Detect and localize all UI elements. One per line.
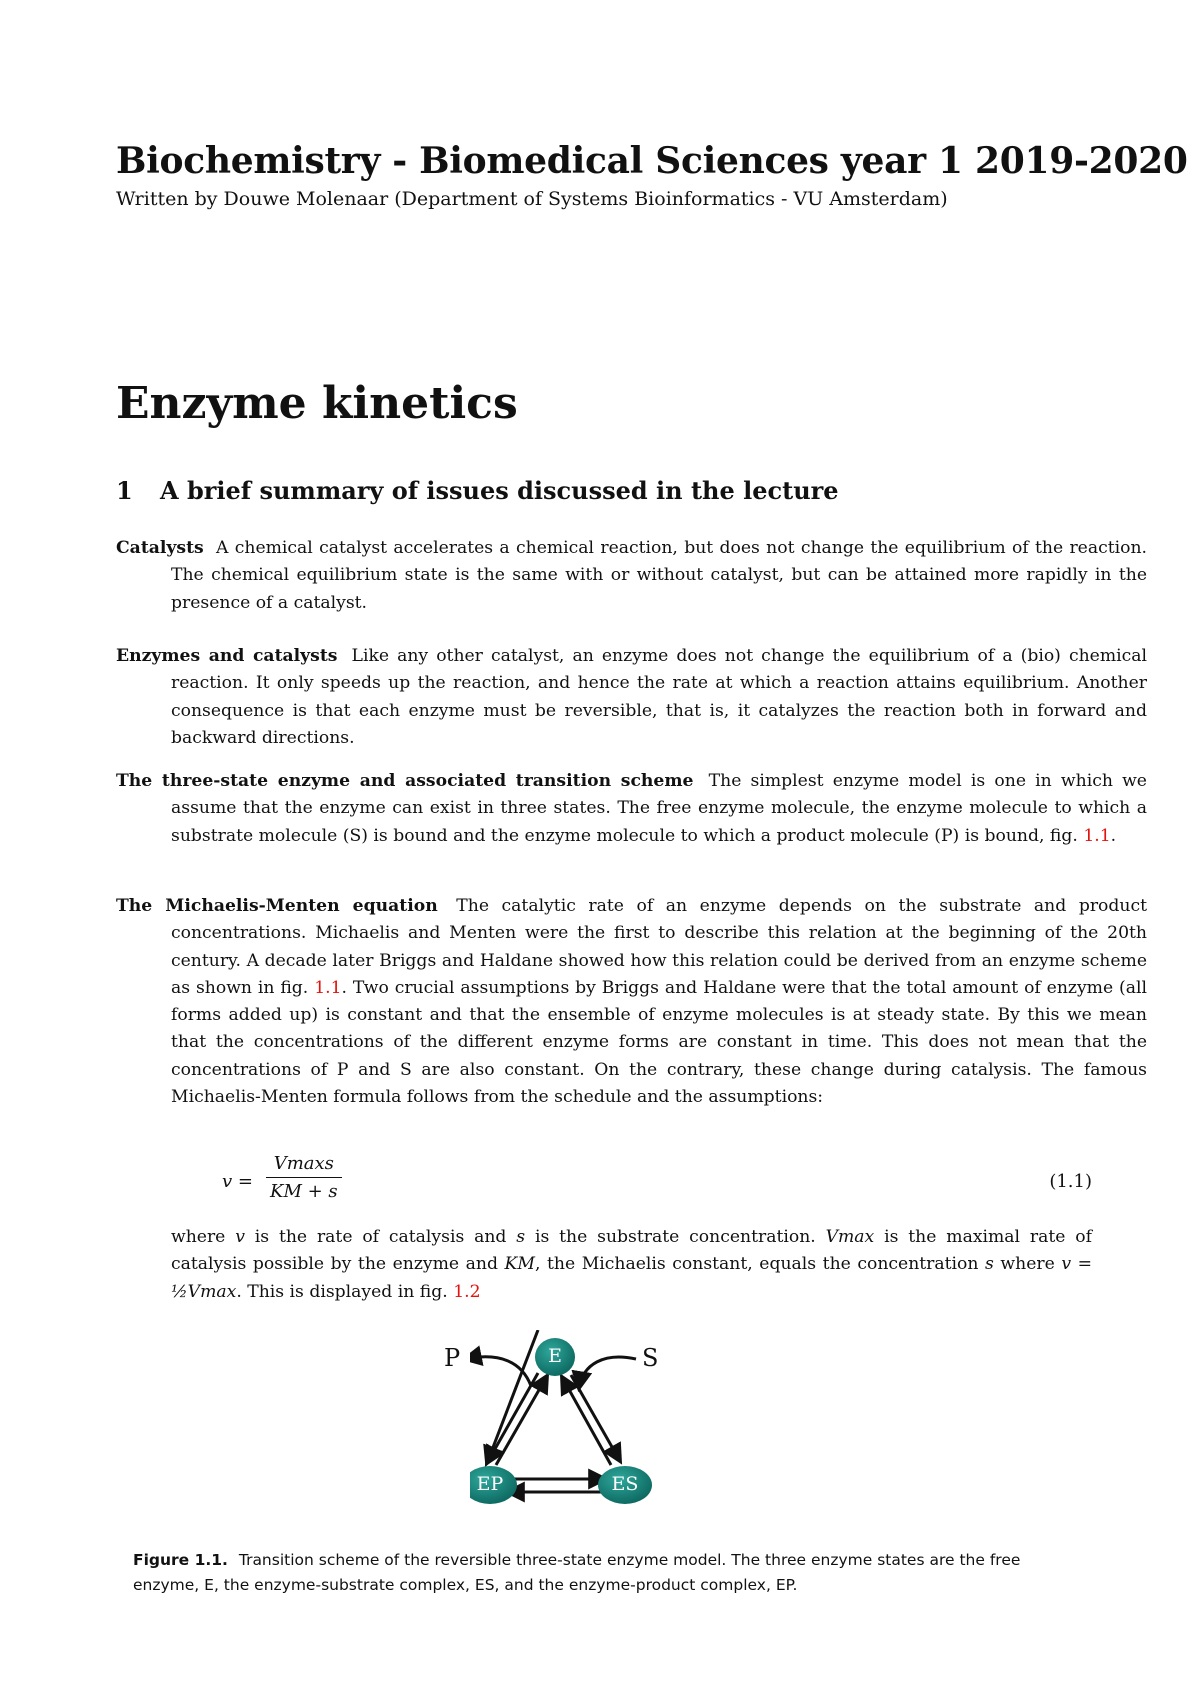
text-fragment: where <box>171 1227 226 1247</box>
node-label-e: E <box>548 1345 562 1367</box>
text-fragment: is the maximal rate of catalysis possible by the enzyme and <box>171 1227 1093 1275</box>
equation-lhs: v = <box>222 1171 253 1192</box>
entry-catalysts <box>116 535 1147 617</box>
entry-enzymes-and-catalysts <box>116 643 1147 752</box>
math-symbol: v <box>235 1227 245 1247</box>
chapter-title: Enzyme kinetics <box>116 378 518 429</box>
curve-s-binding <box>579 1357 636 1388</box>
caption-text: Transition scheme of the reversible three-state enzyme model. The three enzyme states are the free enzyme, E, the enzyme-substrate complex, ES, and the enzyme-product complex, EP. <box>133 1551 1021 1594</box>
arrow-es-to-e <box>562 1377 611 1465</box>
document-subtitle: Written by Douwe Molenaar (Department of Systems Bioinformatics - VU Amsterdam) <box>116 188 948 210</box>
entry-term: Catalysts <box>116 538 204 558</box>
entry-text: Like any other catalyst, an enzyme does not change the equilibrium of a (bio) chemical reaction. It only speeds up the reaction, and hence the rate at which a reaction attains equilibrium. Another consequence is that each enzyme must be reversible, that is, it catalyzes the reaction both in forward and backward directions. <box>171 646 1147 748</box>
equation-numerator: Vmaxs <box>273 1153 334 1174</box>
document-title: Biochemistry - Biomedical Sciences year 1 2019-2020 <box>116 140 1188 182</box>
entry-three-state-enzyme <box>116 768 1147 850</box>
label-product: P <box>444 1344 461 1372</box>
figure-reference-link[interactable]: 1.1 <box>314 977 342 998</box>
node-label-ep: EP <box>476 1473 504 1495</box>
figure-1-1-transition-scheme <box>444 1330 770 1530</box>
math-symbol: KM <box>504 1254 535 1275</box>
entry-term: Enzymes and catalysts <box>116 646 338 666</box>
equation-explanation <box>171 1224 1092 1306</box>
transition-scheme-diagram <box>470 1330 770 1530</box>
text-fragment: where <box>1000 1254 1055 1275</box>
michaelis-menten-equation <box>222 1153 1092 1213</box>
figure-caption <box>133 1548 1083 1598</box>
text-fragment: is the rate of catalysis and <box>254 1227 507 1247</box>
entry-text-b: . Two crucial assumptions by Briggs and Haldane were that the total amount of enzyme (all forms added up) is constant and that the ensemble of enzyme molecules is at steady state. By this we mean that the concentrations of the different enzyme forms are constant in time. This does not mean that the concentrations of P and S are also constant. On the contrary, these change during catalysis. The famous Michaelis-Menten formula follows from the schedule and the assumptions: <box>171 977 1147 1108</box>
arrow-e-to-es <box>571 1375 620 1461</box>
math-symbol: s <box>985 1254 994 1275</box>
math-symbol: Vmax <box>825 1227 875 1247</box>
fraction-bar <box>266 1177 342 1178</box>
curve-p-release <box>470 1357 531 1386</box>
entry-term: The three-state enzyme and associated transition scheme <box>116 771 694 791</box>
math-symbol: s <box>516 1227 526 1247</box>
equation-denominator: KM + s <box>270 1181 338 1203</box>
figure-reference-link[interactable]: 1.2 <box>453 1281 481 1302</box>
section-heading <box>116 476 839 505</box>
entry-text-a: The catalytic rate of an enzyme depends on the substrate and product concentrations. Michaelis and Menten were the first to describe this relation at the beginning of the 20th century. A decade later Briggs and Haldane showed how this relation could be derived from an enzyme scheme as shown in fig. <box>171 896 1147 998</box>
arrow-e-to-ep-line <box>487 1373 538 1463</box>
equation-fraction <box>266 1153 342 1202</box>
node-label-es: ES <box>611 1473 639 1495</box>
text-fragment: , the Michaelis constant, equals the concentration <box>534 1254 979 1275</box>
section-number: 1 <box>116 476 133 505</box>
section-title: A brief summary of issues discussed in the lecture <box>160 476 839 505</box>
entry-tail: . <box>1110 825 1117 846</box>
entry-text: The simplest enzyme model is one in which we assume that the enzyme can exist in three states. The free enzyme molecule, the enzyme molecule to which a substrate molecule (S) is bound and the enzyme molecule to which a product molecule (P) is bound, fig. <box>171 771 1147 846</box>
text-fragment: . This is displayed in fig. <box>236 1281 448 1302</box>
math-formula: v = ½Vmax <box>171 1254 1092 1302</box>
entry-michaelis-menten <box>116 893 1147 1111</box>
caption-label: Figure 1.1. <box>133 1551 228 1569</box>
entry-text: A chemical catalyst accelerates a chemical reaction, but does not change the equilibrium of the reaction. The chemical equilibrium state is the same with or without catalyst, but can be attained more rapidly in the presence of a catalyst. <box>171 538 1147 613</box>
label-substrate: S <box>642 1344 659 1372</box>
text-fragment: is the substrate concentration. <box>534 1227 816 1247</box>
figure-reference-link[interactable]: 1.1 <box>1083 825 1111 846</box>
equation-number: (1.1) <box>1049 1171 1092 1192</box>
entry-term: The Michaelis-Menten equation <box>116 896 438 916</box>
